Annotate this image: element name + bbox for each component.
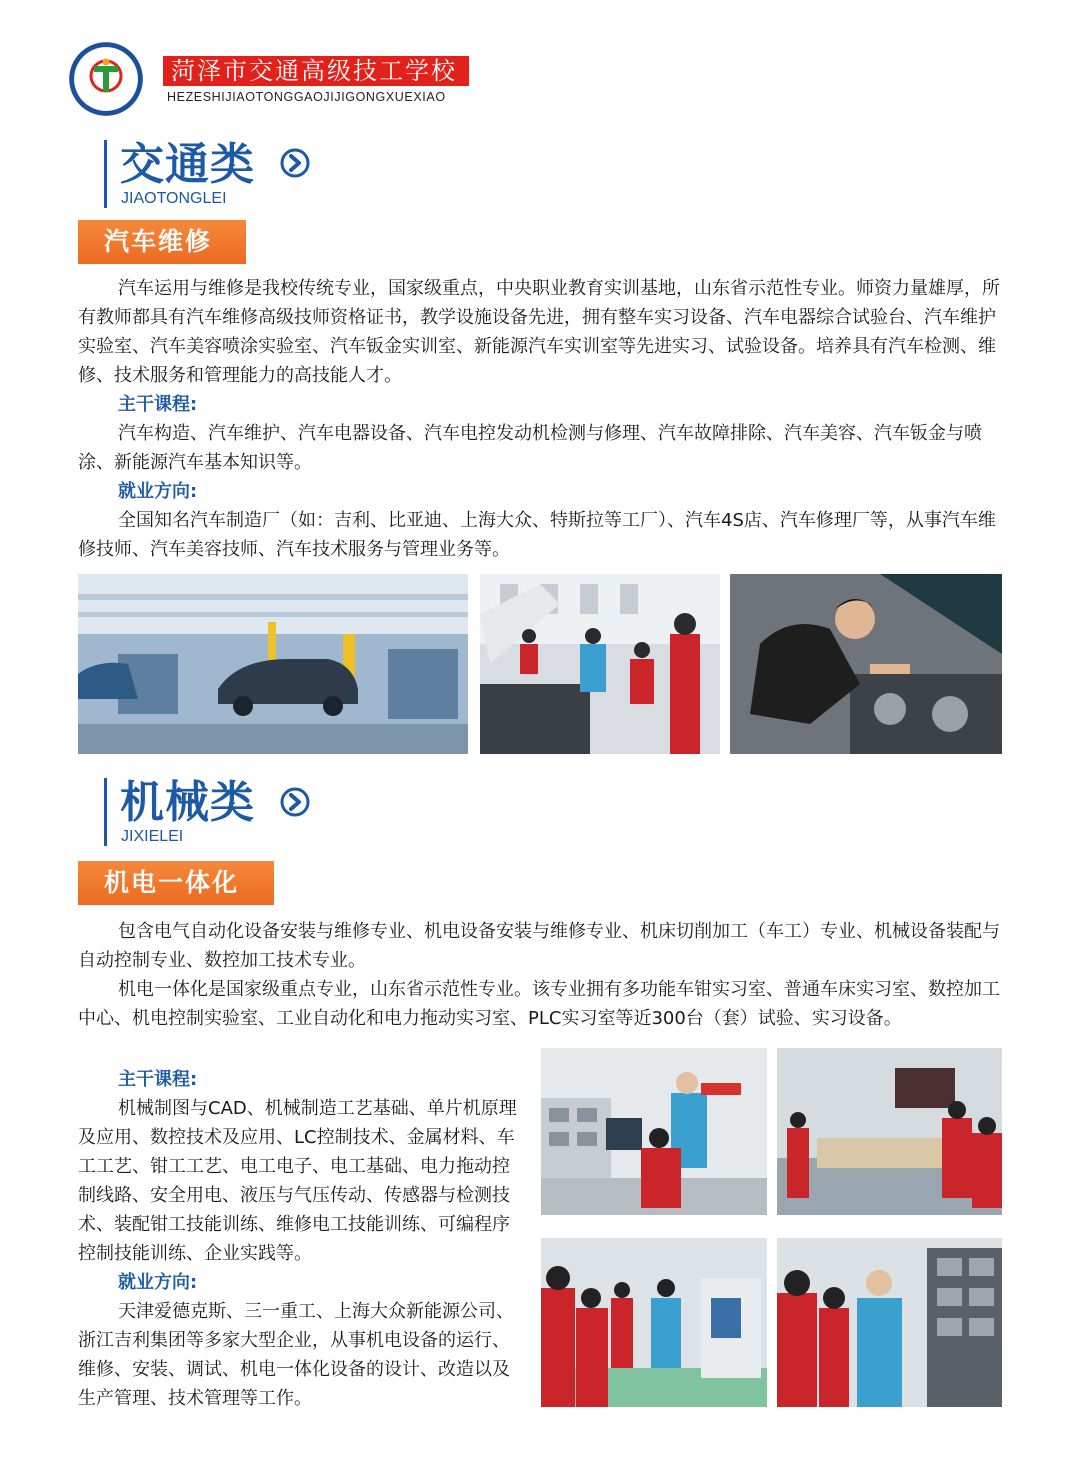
category-title-mechanical: 机械类 [120, 777, 255, 828]
mechatronics-intro-2: 机电一体化是国家级重点专业，山东省示范性专业。该专业拥有多功能车钳实习室、普通车床实习室、数控加工中心、机电控制实验室、工业自动化和电力拖动实习室、PLC实习室等近300台（套）试验、实习设备。 [78, 979, 1000, 1029]
photo-electrical-panel [777, 1238, 1002, 1407]
category-divider-2 [104, 778, 107, 846]
section-title-auto-repair: 汽车维修 [78, 220, 246, 264]
mechatronics-intro-block [78, 917, 1002, 1033]
auto-repair-jobs-label: 就业方向: [118, 481, 198, 502]
auto-repair-intro: 汽车运用与维修是我校传统专业，国家级重点，中央职业教育实训基地，山东省示范性专业。师资力量雄厚，所有教师都具有汽车维修高级技师资格证书，教学设施设备先进，拥有整车实习设备、汽车电器综合试验台、汽车维护实验室、汽车美容喷涂实验室、汽车钣金实训室、新能源汽车实训室等先进实习、试验设备。培养具有汽车检测、维修、技术服务和管理能力的高技能人才。 [78, 278, 1000, 386]
mechatronics-intro-1: 包含电气自动化设备安装与维修专业、机电设备安装与维修专业、机床切削加工（车工）专业、机械设备装配与自动控制专业、数控加工技术专业。 [78, 921, 1000, 971]
mechatronics-detail-block [78, 1065, 520, 1413]
section-title-mechatronics: 机电一体化 [78, 861, 274, 905]
photo-student-engine [730, 574, 1002, 754]
auto-repair-courses-label: 主干课程: [118, 394, 198, 415]
mechatronics-jobs-label: 就业方向: [118, 1272, 198, 1293]
chevron-right-circle-icon [280, 787, 310, 817]
category-title-transport: 交通类 [120, 139, 255, 190]
mechatronics-jobs: 天津爱德克斯、三一重工、上海大众新能源公司、浙江吉利集团等多家大型企业，从事机电设备的运行、维修、安装、调试、机电一体化设备的设计、改造以及生产管理、技术管理等工作。 [78, 1301, 514, 1409]
category-pinyin-mechanical: JIXIELEI [121, 828, 184, 845]
mechatronics-courses-label: 主干课程: [118, 1069, 198, 1090]
school-name: 菏泽市交通高级技工学校 [163, 56, 469, 86]
auto-repair-courses: 汽车构造、汽车维护、汽车电器设备、汽车电控发动机检测与修理、汽车故障排除、汽车美容、汽车钣金与喷涂、新能源汽车基本知识等。 [78, 423, 982, 473]
chevron-right-circle-icon [280, 148, 310, 178]
photo-workshop-benches [777, 1048, 1002, 1215]
school-logo [63, 36, 149, 122]
logo-emblem-icon [87, 56, 125, 102]
auto-repair-jobs: 全国知名汽车制造厂（如：吉利、比亚迪、上海大众、特斯拉等工厂）、汽车4S店、汽车修理厂等，从事汽车维修技师、汽车美容技师、汽车技术服务与管理业务等。 [78, 510, 996, 560]
photo-computer-lab [541, 1048, 767, 1215]
auto-repair-body [78, 274, 1002, 564]
school-pinyin: HEZESHIJIAOTONGGAOJIJIGONGXUEXIAO [167, 90, 446, 104]
mechatronics-courses: 机械制图与CAD、机械制造工艺基础、单片机原理及应用、数控技术及应用、LC控制技术、金属材料、车工工艺、钳工工艺、电工电子、电工基础、电力拖动控制线路、安全用电、液压与气压传动、传感器与检测技术、装配钳工技能训练、维修电工技能训练、可编程序控制技能训练、企业实践等。 [78, 1098, 517, 1264]
category-divider [104, 140, 107, 208]
photo-engine-training [480, 574, 720, 754]
category-pinyin-transport: JIAOTONGLEI [121, 190, 227, 207]
photo-cnc-machines [541, 1238, 767, 1407]
photo-car-factory [78, 574, 468, 754]
